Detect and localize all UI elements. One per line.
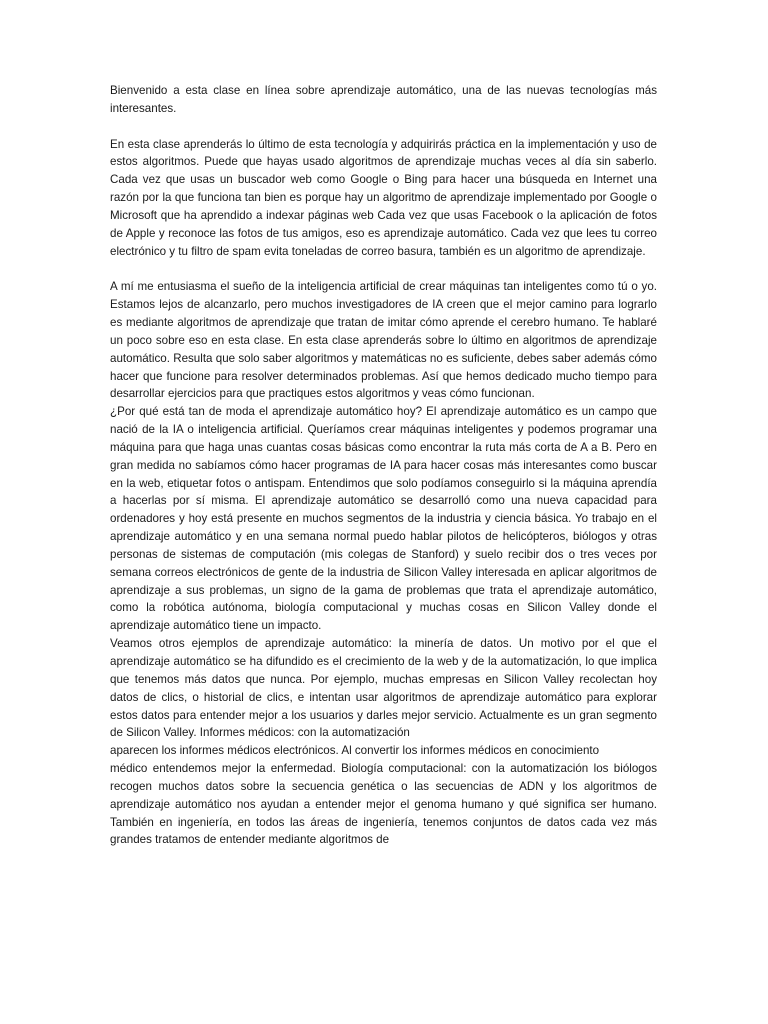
paragraph-computational-biology: médico entendemos mejor la enfermedad. Biología computacional: con la automatización los biólogos recogen muchos datos sobre la secuencia genética o las secuencias de ADN y los algoritmos de aprendizaje automático nos ayudan a entender mejor el genoma humano y qué significa ser humano. También en ingeniería, en todos las áreas de ingeniería, tenemos conjuntos de datos cada vez más grandes tratamos de entender mediante algoritmos de <box>110 762 657 847</box>
paragraph-intro: Bienvenido a esta clase en línea sobre aprendizaje automático, una de las nuevas tecnologías más interesantes. <box>110 84 657 115</box>
paragraph-medical-records: aparecen los informes médicos electrónicos. Al convertir los informes médicos en conocimiento <box>110 744 600 758</box>
document-page <box>110 82 657 849</box>
paragraph-why-popular: ¿Por qué está tan de moda el aprendizaje automático hoy? El aprendizaje automático es un campo que nació de la IA o inteligencia artificial. Queríamos crear máquinas inteligentes y podemos programar una máquina para que haga unas cuantas cosas básicas como encontrar la ruta más corta de A a B. Pero en gran medida no sabíamos cómo hacer programas de IA para hacer cosas más interesantes como buscar en la web, etiquetar fotos o antispam. Entendimos que solo podíamos conseguirlo si la máquina aprendía a hacerlas por sí misma. El aprendizaje automático se desarrolló como una nueva capacidad para ordenadores y hoy está presente en muchos segmentos de la industria y ciencia básica. Yo trabajo en el aprendizaje automático y en una semana normal puedo hablar pilotos de helicópteros, biólogos y otras personas de sistemas de computación (mis colegas de Stanford) y suelo recibir dos o tres veces por semana correos electrónicos de gente de la industria de Silicon Valley interesada en aplicar algoritmos de aprendizaje a sus problemas, un signo de la gama de problemas que trata el aprendizaje automático, como la robótica autónoma, biología computacional y muchas cosas en Silicon Valley donde el aprendizaje automático tiene un impacto. <box>110 405 657 633</box>
paragraph-data-mining: Veamos otros ejemplos de aprendizaje automático: la minería de datos. Un motivo por el que el aprendizaje automático se ha difundido es el crecimiento de la web y de la automatización, lo que implica que tenemos más datos que nunca. Por ejemplo, muchas empresas en Silicon Valley recolectan hoy datos de clics, o historial de clics, e intentan usar algoritmos de aprendizaje automático para explorar estos datos para entender mejor a los usuarios y darles mejor servicio. Actualmente es un gran segmento de Silicon Valley. Informes médicos: con la automatización <box>110 637 657 740</box>
paragraph-class-overview: En esta clase aprenderás lo último de esta tecnología y adquirirás práctica en la implementación y uso de estos algoritmos. Puede que hayas usado algoritmos de aprendizaje muchas veces al día sin saberlo. Cada vez que usas un buscador web como Google o Bing para hacer una búsqueda en Internet una razón por la que funciona tan bien es porque hay un algoritmo de aprendizaje implementado por Google o Microsoft que ha aprendido a indexar páginas web Cada vez que usas Facebook o la aplicación de fotos de Apple y reconoce las fotos de tus amigos, eso es aprendizaje automático. Cada vez que lees tu correo electrónico y tu filtro de spam evita toneladas de correo basura, también es un algoritmo de aprendizaje. <box>110 137 657 258</box>
paragraph-ai-dream: A mí me entusiasma el sueño de la inteligencia artificial de crear máquinas tan inteligentes como tú o yo. Estamos lejos de alcanzarlo, pero muchos investigadores de IA creen que el mejor camino para lograrlo es mediante algoritmos de aprendizaje que tratan de imitar cómo aprende el cerebro humano. Te hablaré un poco sobre eso en esta clase. En esta clase aprenderás sobre lo último en algoritmos de aprendizaje automático. Resulta que solo saber algoritmos y matemáticas no es suficiente, debes saber además cómo hacer que funcione para resolver determinados problemas. Así que hemos dedicado mucho tiempo para desarrollar ejercicios para que practiques estos algoritmos y veas cómo funcionan. <box>110 280 657 401</box>
